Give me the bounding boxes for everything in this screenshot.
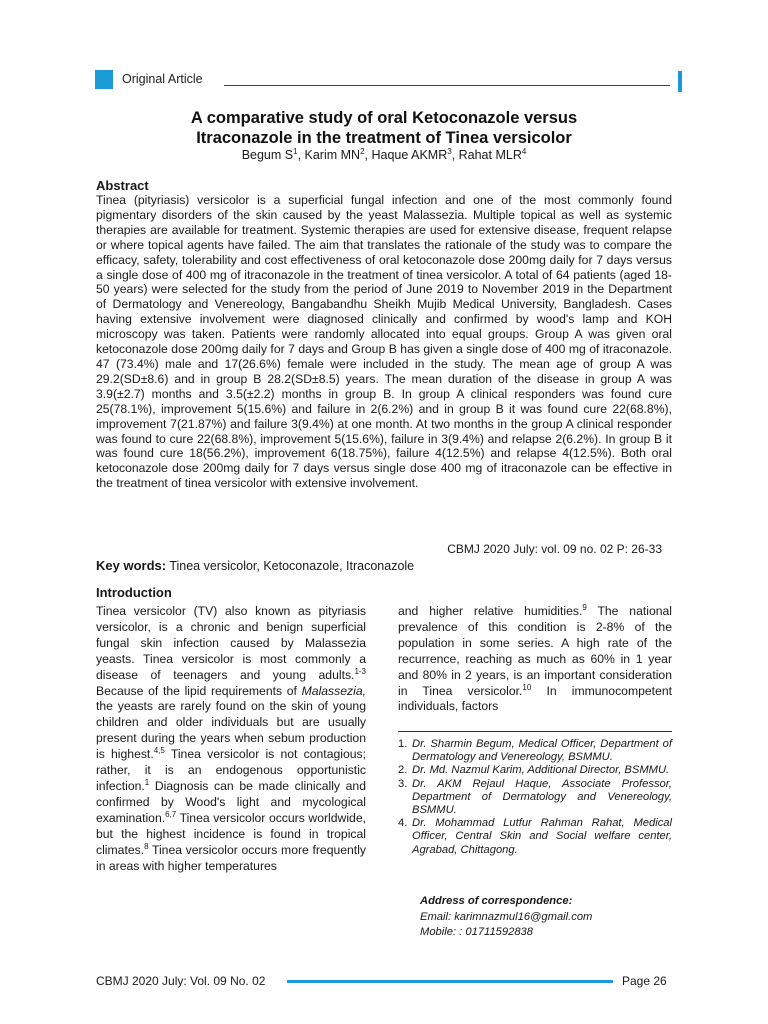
abstract-text: Tinea (pityriasis) versicolor is a superficial fungal infection and one of the most commonly found pigmentary disorders of the skin caused by the yeast Malassezia. Multiple topical as well as systemic therapies are available for treatment. Systemic therapies are used for extensive disease, frequent relapse or where topical agents have failed. The aim that translates the rationale of the study was to compare the efficacy, safety, tolerability and cost effectiveness of oral ketoconazole dose 200mg daily for 7 days versus a single dose of 400 mg of itraconazole in the treatment of tinea versicolor. A total of 64 patients (aged 18-50 years) were selected for the study from the period of June 2019 to November 2019 in the Department of Dermatology and Venereology, Bangabandhu Sheikh Mujib Medical University, Bangladesh. Cases having extensive involvement were diagnosed clinically and confirmed by wood's lamp and KOH microscopy was taken. Patients were randomly allocated into equal groups. Group A was given oral ketoconazole dose 200mg daily for 7 days and Group B has given a single dose of 400 mg of itraconazole. 47 (73.4%) male and 17(26.6%) female were included in the study. The mean age of group A was 29.2(SD±8.6) and in group B 28.2(SD±8.5) years. The mean duration of the disease in group A was 3.9(±2.7) months and 3.5(±2.2) months in group B. In group A clinical responders was found cure 25(78.1%), improvement 5(15.6%) and failure in 2(6.2%) and in group B it was found cure 22(68.8%), improvement 7(21.87%) and failure 3(9.4%) at one month. At two months in the group A clinical responder was found to cure 22(68.8%), improvement 5(15.6%), failure in 3(9.4%) and relapse 2(6.2%). In group B it was found cure 18(56.2%), improvement 6(18.75%), failure 4(12.5%) and relapse 4(12.5%). Both oral ketoconazole dose 200mg daily for 7 days versus single dose 400 mg of itraconazole can be effective in the treatment of tinea versicolor with extensive involvement. [96, 193, 672, 491]
author-affiliation-number: 4 [521, 146, 527, 156]
citation-ref: 9 [582, 602, 587, 612]
body-text: The national prevalence of this condition is 2-8% of the population in some series. A high rate of the recurrence, reaching as much as 60% in 1 year and 80% in 2 years, is an important consideration in Tinea versicolor. [398, 604, 672, 698]
citation-ref: 1 [144, 777, 150, 787]
header-accent-square [95, 70, 113, 89]
article-type-label: Original Article [122, 72, 203, 86]
correspondence-mobile: Mobile: : 01711592838 [420, 926, 533, 938]
footnote-text: Dr. AKM Rejaul Haque, Associate Professor, Department of Dermatology and Venereology, BSMMU. [412, 777, 672, 817]
footnote-number: 1. [398, 738, 408, 750]
author-name: Karim MN [304, 148, 361, 162]
body-text: Tinea versicolor (TV) also known as pityriasis versicolor, is a chronic and benign superficial fungal skin infection caused by Malassezia yeasts. Tinea versicolor is most commonly a disease of teenagers and young adults. [96, 604, 366, 682]
author-affiliation-number: 1 [293, 146, 298, 156]
body-text: and higher relative humidities. [398, 604, 583, 618]
article-title [96, 108, 672, 148]
footnote-item [398, 817, 672, 857]
italic-term: Malassezia, [301, 683, 366, 698]
footnote-rule [398, 731, 672, 732]
introduction-left-column [96, 604, 366, 874]
correspondence-email[interactable]: Email: karimnazmul16@gmail.com [420, 910, 593, 923]
footnote-item [398, 738, 672, 764]
footnote-number: 2. [398, 764, 408, 777]
footer-accent-line [287, 980, 613, 983]
citation-ref: 6,7 [165, 809, 177, 819]
header-rule [224, 85, 670, 86]
keywords [96, 558, 414, 573]
author-affiliation-number: 2 [360, 146, 365, 156]
correspondence-block [420, 894, 672, 941]
footnote-text: Dr. Md. Nazmul Karim, Additional Director, BSMMU. [412, 764, 670, 777]
introduction-heading: Introduction [96, 585, 172, 600]
author-name: Rahat MLR [458, 148, 522, 162]
header-accent-bar [678, 71, 682, 92]
body-text: Tinea versicolor occurs worldwide, but the highest incidence is found in tropical climates. [96, 810, 366, 857]
citation: CBMJ 2020 July: vol. 09 no. 02 P: 26-33 [447, 542, 662, 556]
footnote-text: Dr. Mohammad Lutfur Rahman Rahat, Medical Officer, Central Skin and Social welfare center, Agrabad, Chittagong. [412, 817, 672, 856]
body-text: Tinea versicolor occurs more frequently in areas with higher temperatures [96, 842, 366, 873]
footnote-item [398, 764, 672, 777]
introduction-right-column [398, 604, 672, 715]
title-line-1: A comparative study of oral Ketoconazole versus [190, 109, 578, 127]
body-text: the yeasts are rarely found on the skin of young children and older individuals but are usually present during the years when sebum production is highest. [96, 699, 366, 762]
footnote-number: 3. [398, 777, 408, 790]
body-text: Diagnosis can be made clinically and confirmed by Wood's light and mycological examination. [96, 778, 366, 825]
correspondence-heading: Address of correspondence: [420, 895, 573, 907]
citation-ref: 8 [144, 841, 149, 851]
body-text: In immunocompetent individuals, factors [398, 683, 672, 714]
keywords-label: Key words: [96, 558, 167, 573]
citation-ref: 1-3 [354, 666, 366, 676]
title-line-2: Itraconazole in the treatment of Tinea versicolor [196, 129, 572, 147]
author-list: Begum $S^1$, Karim $MN^2$, Haque AKMR$^3$, Rahat MLR$^4$ [241, 146, 527, 162]
abstract-heading: Abstract [96, 178, 149, 193]
body-text: Because of the lipid requirements of [96, 683, 302, 698]
affiliation-footnotes [398, 738, 672, 857]
page-number: Page 26 [622, 974, 667, 988]
footnote-text: Dr. Sharmin Begum, Medical Officer, Department of Dermatology and Venereology, BSMMU. [412, 738, 672, 764]
body-text: Tinea versicolor is not contagious; rather, it is an endogenous opportunistic infection. [96, 747, 366, 793]
author-name: Begum S [241, 148, 294, 162]
footnote-number: 4. [398, 817, 408, 830]
citation-ref: 10 [522, 682, 532, 692]
footer-journal: CBMJ 2020 July: Vol. 09 No. 02 [96, 974, 266, 988]
citation-ref: 4,5 [153, 746, 165, 756]
author-affiliation-number: 3 [447, 146, 452, 156]
author-name: Haque AKMR [371, 148, 448, 162]
footnote-item [398, 778, 672, 818]
keywords-text: Tinea versicolor, Ketoconazole, Itraconazole [166, 559, 415, 573]
